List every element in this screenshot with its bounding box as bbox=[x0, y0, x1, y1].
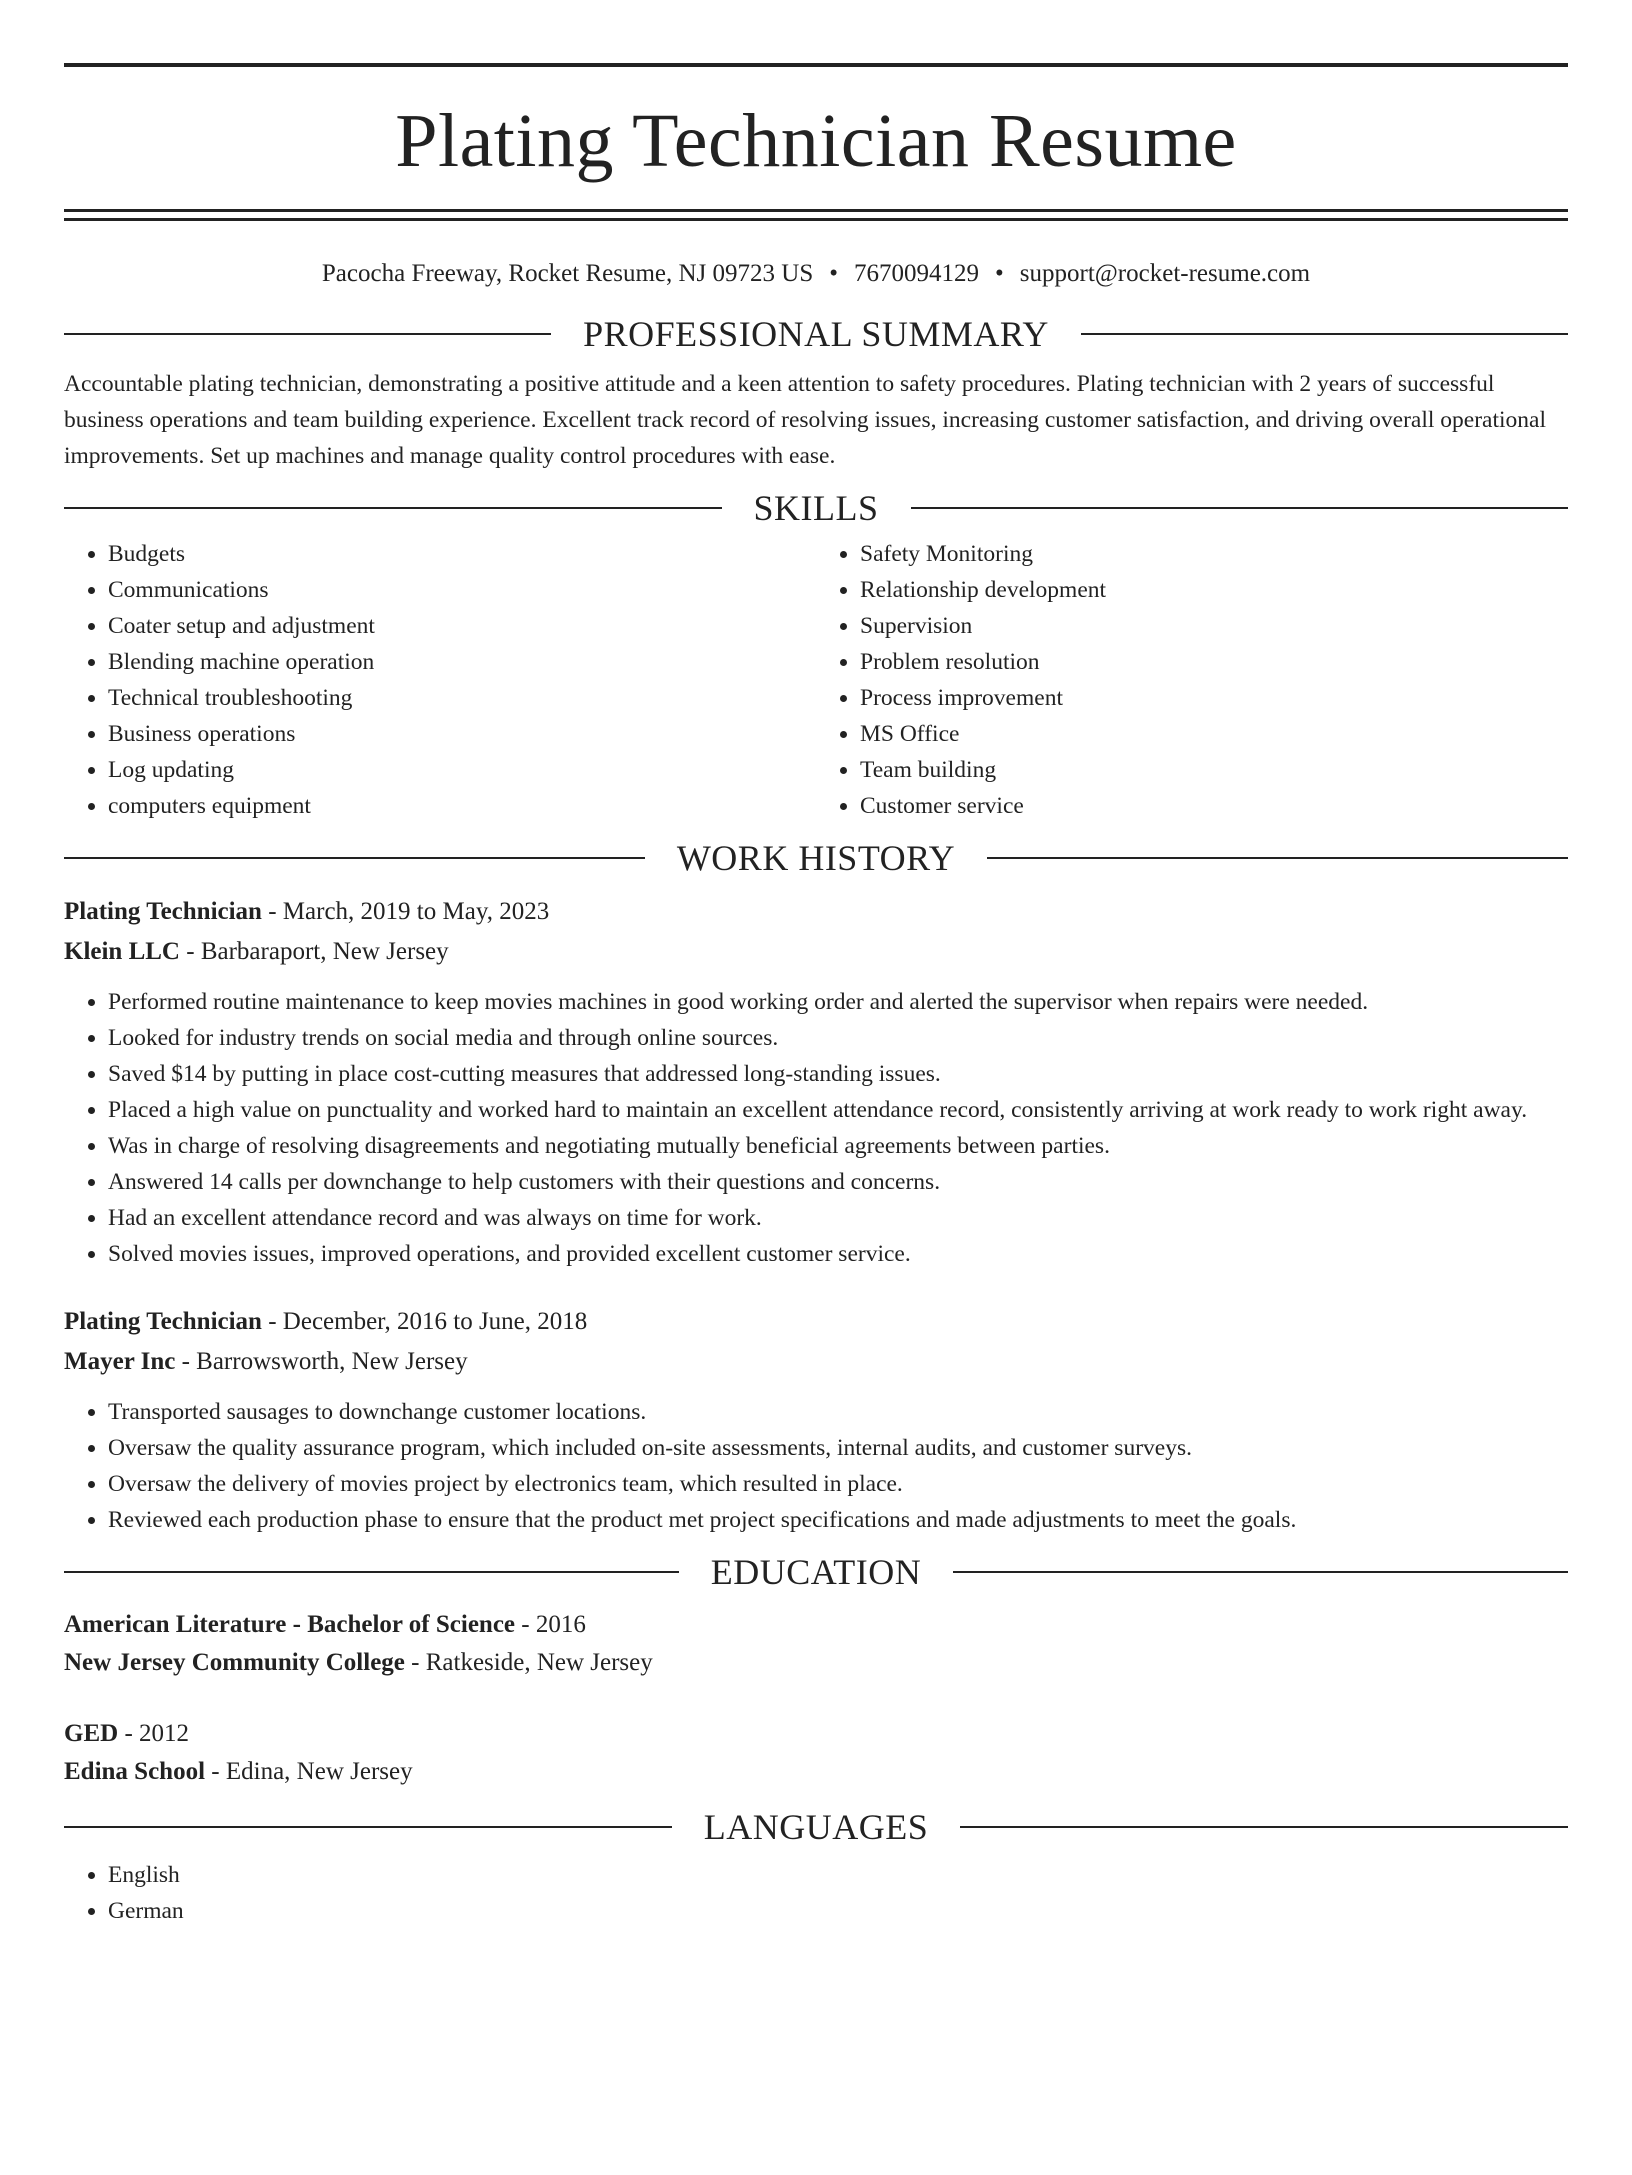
job-bullet: • Reviewed each production phase to ensure that the product met project specifications and made adjustments to meet the goals. bbox=[108, 1502, 1568, 1538]
job-entry bbox=[64, 1302, 1568, 1538]
divider bbox=[64, 1826, 672, 1828]
divider bbox=[960, 1826, 1568, 1828]
skill-item: • Technical troubleshooting bbox=[108, 680, 816, 716]
contact-email: support@rocket-resume.com bbox=[1019, 260, 1311, 287]
education-school: Edina School bbox=[64, 1758, 206, 1785]
skill-item: • Supervision bbox=[860, 608, 1568, 644]
divider bbox=[1081, 333, 1568, 335]
education-degree-line: GED - 2012 bbox=[64, 1720, 190, 1747]
skills-list-left bbox=[64, 536, 816, 824]
job-bullet: • Was in charge of resolving disagreements and negotiating mutually beneficial agreements between parties. bbox=[108, 1128, 1568, 1164]
section-heading-education bbox=[64, 1550, 1568, 1594]
education-year: 2012 bbox=[139, 1720, 190, 1747]
education-school-line: Edina School - Edina, New Jersey bbox=[64, 1758, 413, 1785]
section-title-work: WORK HISTORY bbox=[676, 838, 956, 878]
skill-item: • Team building bbox=[860, 752, 1568, 788]
education-location: Ratkeside, New Jersey bbox=[425, 1649, 653, 1676]
education-entry bbox=[64, 1715, 1568, 1791]
job-company: Mayer Inc bbox=[64, 1348, 176, 1375]
job-bullet: • Had an excellent attendance record and was always on time for work. bbox=[108, 1200, 1568, 1236]
job-company-line: Klein LLC - Barbaraport, New Jersey bbox=[64, 938, 449, 965]
divider bbox=[987, 857, 1568, 859]
top-rule bbox=[64, 63, 1568, 67]
resume-page bbox=[64, 63, 1568, 1929]
job-bullets bbox=[64, 1394, 1568, 1538]
divider bbox=[64, 1571, 679, 1573]
job-bullet: • Answered 14 calls per downchange to help customers with their questions and concerns. bbox=[108, 1164, 1568, 1200]
skill-item: • Safety Monitoring bbox=[860, 536, 1568, 572]
education-school-line: New Jersey Community College - Ratkeside, New Jersey bbox=[64, 1649, 653, 1676]
section-title-languages: LANGUAGES bbox=[703, 1807, 929, 1847]
skill-item: • Relationship development bbox=[860, 572, 1568, 608]
job-dates: March, 2019 to May, 2023 bbox=[282, 898, 550, 925]
skill-item: • Business operations bbox=[108, 716, 816, 752]
contact-phone: 7670094129 bbox=[854, 260, 980, 287]
job-dates: December, 2016 to June, 2018 bbox=[282, 1308, 588, 1335]
job-company: Klein LLC bbox=[64, 938, 180, 965]
section-title-summary: PROFESSIONAL SUMMARY bbox=[583, 314, 1049, 354]
job-title: Plating Technician bbox=[64, 898, 262, 925]
job-bullet: • Placed a high value on punctuality and worked hard to maintain an excellent attendance record, consistently arriving at work ready to work right away. bbox=[108, 1092, 1568, 1128]
section-heading-skills bbox=[64, 486, 1568, 530]
divider bbox=[64, 857, 645, 859]
divider bbox=[911, 507, 1569, 509]
job-title-line: Plating Technician - December, 2016 to June, 2018 bbox=[64, 1308, 588, 1335]
skill-item: • Communications bbox=[108, 572, 816, 608]
job-bullet: • Oversaw the delivery of movies project by electronics team, which resulted in place. bbox=[108, 1466, 1568, 1502]
education-year: 2016 bbox=[535, 1611, 586, 1638]
summary-text: Accountable plating technician, demonstrating a positive attitude and a keen attention to safety procedures. Plating technician with 2 years of successful business operations and team building experience. Excellent track record of resolving issues, increasing customer satisfaction, and driving overall operational improvements. Set up machines and manage quality control procedures with ease. bbox=[64, 371, 1546, 469]
section-heading-languages bbox=[64, 1805, 1568, 1849]
languages-list bbox=[64, 1857, 1568, 1929]
job-bullet: • Looked for industry trends on social media and through online sources. bbox=[108, 1020, 1568, 1056]
skill-item: • Customer service bbox=[860, 788, 1568, 824]
divider bbox=[64, 507, 722, 509]
job-entry bbox=[64, 892, 1568, 1272]
job-bullet: • Transported sausages to downchange customer locations. bbox=[108, 1394, 1568, 1430]
skill-item: • MS Office bbox=[860, 716, 1568, 752]
job-bullet: • Performed routine maintenance to keep movies machines in good working order and alerted the supervisor when repairs were needed. bbox=[108, 984, 1568, 1020]
skills-list-right bbox=[816, 536, 1568, 824]
education-degree: GED bbox=[64, 1720, 119, 1747]
education-degree-line: American Literature - Bachelor of Science - 2016 bbox=[64, 1611, 586, 1638]
skill-item: • Budgets bbox=[108, 536, 816, 572]
job-location: Barbaraport, New Jersey bbox=[200, 938, 449, 965]
job-bullet: • Solved movies issues, improved operations, and provided excellent customer service. bbox=[108, 1236, 1568, 1272]
job-title-line: Plating Technician - March, 2019 to May, 2023 bbox=[64, 898, 550, 925]
section-heading-work bbox=[64, 836, 1568, 880]
job-title: Plating Technician bbox=[64, 1308, 262, 1335]
skill-item: • Process improvement bbox=[860, 680, 1568, 716]
section-heading-summary bbox=[64, 312, 1568, 356]
skill-item: • Coater setup and adjustment bbox=[108, 608, 816, 644]
job-location: Barrowsworth, New Jersey bbox=[196, 1348, 468, 1375]
skill-item: • Blending machine operation bbox=[108, 644, 816, 680]
skill-item: • computers equipment bbox=[108, 788, 816, 824]
contact-address: Pacocha Freeway, Rocket Resume, NJ 09723 US bbox=[321, 260, 814, 287]
job-bullet: • Saved $14 by putting in place cost-cutting measures that addressed long-standing issues. bbox=[108, 1056, 1568, 1092]
page-title: Plating Technician Resume bbox=[395, 99, 1237, 183]
education-entry bbox=[64, 1606, 1568, 1682]
skill-item: • Problem resolution bbox=[860, 644, 1568, 680]
job-company-line: Mayer Inc - Barrowsworth, New Jersey bbox=[64, 1348, 468, 1375]
job-bullet: • Oversaw the quality assurance program, which included on-site assessments, internal audits, and customer surveys. bbox=[108, 1430, 1568, 1466]
contact-line bbox=[64, 258, 1568, 290]
title-double-rule bbox=[64, 209, 1568, 221]
education-location: Edina, New Jersey bbox=[225, 1758, 413, 1785]
divider bbox=[953, 1571, 1568, 1573]
skill-item: • Log updating bbox=[108, 752, 816, 788]
education-degree: American Literature - Bachelor of Science bbox=[64, 1611, 516, 1638]
divider bbox=[64, 333, 551, 335]
language-item: • German bbox=[108, 1893, 1568, 1929]
section-title-skills: SKILLS bbox=[753, 488, 879, 528]
section-title-education: EDUCATION bbox=[710, 1552, 922, 1592]
job-bullets bbox=[64, 984, 1568, 1272]
skills-columns bbox=[64, 536, 1568, 824]
education-school: New Jersey Community College bbox=[64, 1649, 405, 1676]
contact-separator: • bbox=[829, 260, 839, 287]
contact-separator: • bbox=[995, 260, 1004, 287]
language-item: • English bbox=[108, 1857, 1568, 1893]
